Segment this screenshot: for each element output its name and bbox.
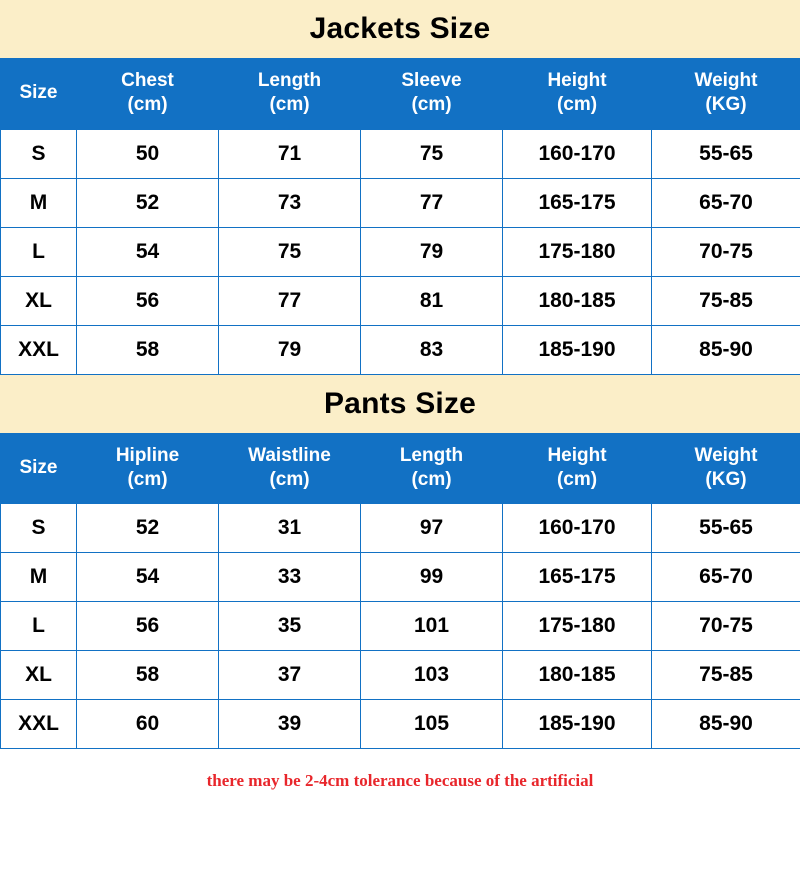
pants-size-title: Pants Size <box>0 375 800 433</box>
cell-weight: 85-90 <box>652 700 800 749</box>
cell-height: 160-170 <box>503 129 652 178</box>
table-row <box>1 276 800 325</box>
cell-length: 99 <box>361 553 503 602</box>
cell-length: 103 <box>361 651 503 700</box>
cell-length: 71 <box>219 129 361 178</box>
cell-length: 105 <box>361 700 503 749</box>
column-header-unit: (KG) <box>705 94 747 116</box>
cell-height: 165-175 <box>503 553 652 602</box>
cell-sleeve: 79 <box>361 227 503 276</box>
table-row <box>1 700 800 749</box>
column-header-label: Height <box>547 444 607 466</box>
cell-waistline: 37 <box>219 651 361 700</box>
table-row <box>1 325 800 374</box>
column-header-unit: (cm) <box>556 94 598 116</box>
table-row <box>1 129 800 178</box>
cell-size: XXL <box>1 700 77 749</box>
cell-sleeve: 75 <box>361 129 503 178</box>
cell-weight: 85-90 <box>652 325 800 374</box>
cell-size: M <box>1 553 77 602</box>
table-row <box>1 227 800 276</box>
column-header-unit: (cm) <box>556 468 598 490</box>
column-header-unit: (cm) <box>127 94 168 116</box>
cell-size: L <box>1 602 77 651</box>
jackets-table-body <box>1 129 800 374</box>
cell-length: 101 <box>361 602 503 651</box>
cell-size: XXL <box>1 325 77 374</box>
column-header-height <box>503 433 652 504</box>
cell-chest: 54 <box>77 227 219 276</box>
column-header-label: Length <box>257 70 322 91</box>
jackets-table-header <box>1 59 800 130</box>
cell-size: L <box>1 227 77 276</box>
cell-weight: 55-65 <box>652 129 800 178</box>
cell-weight: 75-85 <box>652 276 800 325</box>
cell-size: S <box>1 504 77 553</box>
cell-hipline: 56 <box>77 602 219 651</box>
table-row <box>1 178 800 227</box>
column-header-label: Length <box>399 444 464 466</box>
column-header-unit: (cm) <box>269 468 310 490</box>
cell-weight: 55-65 <box>652 504 800 553</box>
column-header-label: Sleeve <box>401 70 462 91</box>
cell-waistline: 31 <box>219 504 361 553</box>
column-header-label: Waistline <box>248 444 331 466</box>
cell-height: 165-175 <box>503 178 652 227</box>
cell-length: 77 <box>219 276 361 325</box>
cell-height: 175-180 <box>503 602 652 651</box>
column-header-size <box>1 433 77 504</box>
column-header-unit: (cm) <box>127 468 168 490</box>
cell-height: 175-180 <box>503 227 652 276</box>
column-header-label: Chest <box>121 70 174 91</box>
cell-height: 180-185 <box>503 651 652 700</box>
cell-waistline: 39 <box>219 700 361 749</box>
cell-length: 73 <box>219 178 361 227</box>
cell-height: 180-185 <box>503 276 652 325</box>
cell-chest: 58 <box>77 325 219 374</box>
cell-weight: 75-85 <box>652 651 800 700</box>
column-header-unit: (cm) <box>411 94 452 116</box>
column-header-length <box>219 59 361 130</box>
cell-weight: 65-70 <box>652 178 800 227</box>
column-header-size <box>1 59 77 130</box>
cell-hipline: 60 <box>77 700 219 749</box>
table-row <box>1 553 800 602</box>
column-header-sleeve <box>361 59 503 130</box>
jackets-size-title: Jackets Size <box>0 0 800 58</box>
cell-chest: 50 <box>77 129 219 178</box>
cell-size: XL <box>1 651 77 700</box>
column-header-label: Weight <box>694 70 758 91</box>
column-header-height <box>503 59 652 130</box>
cell-weight: 70-75 <box>652 227 800 276</box>
cell-chest: 52 <box>77 178 219 227</box>
column-header-waistline <box>219 433 361 504</box>
column-header-label: Hipline <box>115 444 180 466</box>
column-header-chest <box>77 59 219 130</box>
column-header-unit: (KG) <box>705 468 747 490</box>
cell-length: 75 <box>219 227 361 276</box>
column-header-length <box>361 433 503 504</box>
table-row <box>1 651 800 700</box>
cell-height: 185-190 <box>503 700 652 749</box>
cell-weight: 70-75 <box>652 602 800 651</box>
cell-size: M <box>1 178 77 227</box>
tolerance-note: there may be 2-4cm tolerance because of the artificial <box>0 749 800 879</box>
column-header-label: Weight <box>694 444 758 466</box>
column-header-hipline <box>77 433 219 504</box>
cell-hipline: 54 <box>77 553 219 602</box>
table-header-row <box>1 433 800 504</box>
cell-sleeve: 83 <box>361 325 503 374</box>
cell-height: 160-170 <box>503 504 652 553</box>
jackets-size-table <box>0 58 800 375</box>
column-header-unit: (cm) <box>411 468 452 490</box>
column-header-label: Size <box>19 82 58 104</box>
cell-height: 185-190 <box>503 325 652 374</box>
pants-size-table <box>0 433 800 750</box>
cell-length: 79 <box>219 325 361 374</box>
cell-length: 97 <box>361 504 503 553</box>
column-header-unit: (cm) <box>269 94 310 116</box>
column-header-label: Height <box>547 70 607 91</box>
column-header-weight <box>652 59 800 130</box>
column-header-label: Size <box>19 456 58 478</box>
cell-weight: 65-70 <box>652 553 800 602</box>
pants-table-header <box>1 433 800 504</box>
cell-sleeve: 77 <box>361 178 503 227</box>
cell-chest: 56 <box>77 276 219 325</box>
table-row <box>1 602 800 651</box>
table-row <box>1 504 800 553</box>
column-header-weight <box>652 433 800 504</box>
cell-size: XL <box>1 276 77 325</box>
table-header-row <box>1 59 800 130</box>
pants-table-body <box>1 504 800 749</box>
cell-waistline: 33 <box>219 553 361 602</box>
cell-size: S <box>1 129 77 178</box>
cell-waistline: 35 <box>219 602 361 651</box>
cell-hipline: 52 <box>77 504 219 553</box>
cell-hipline: 58 <box>77 651 219 700</box>
cell-sleeve: 81 <box>361 276 503 325</box>
